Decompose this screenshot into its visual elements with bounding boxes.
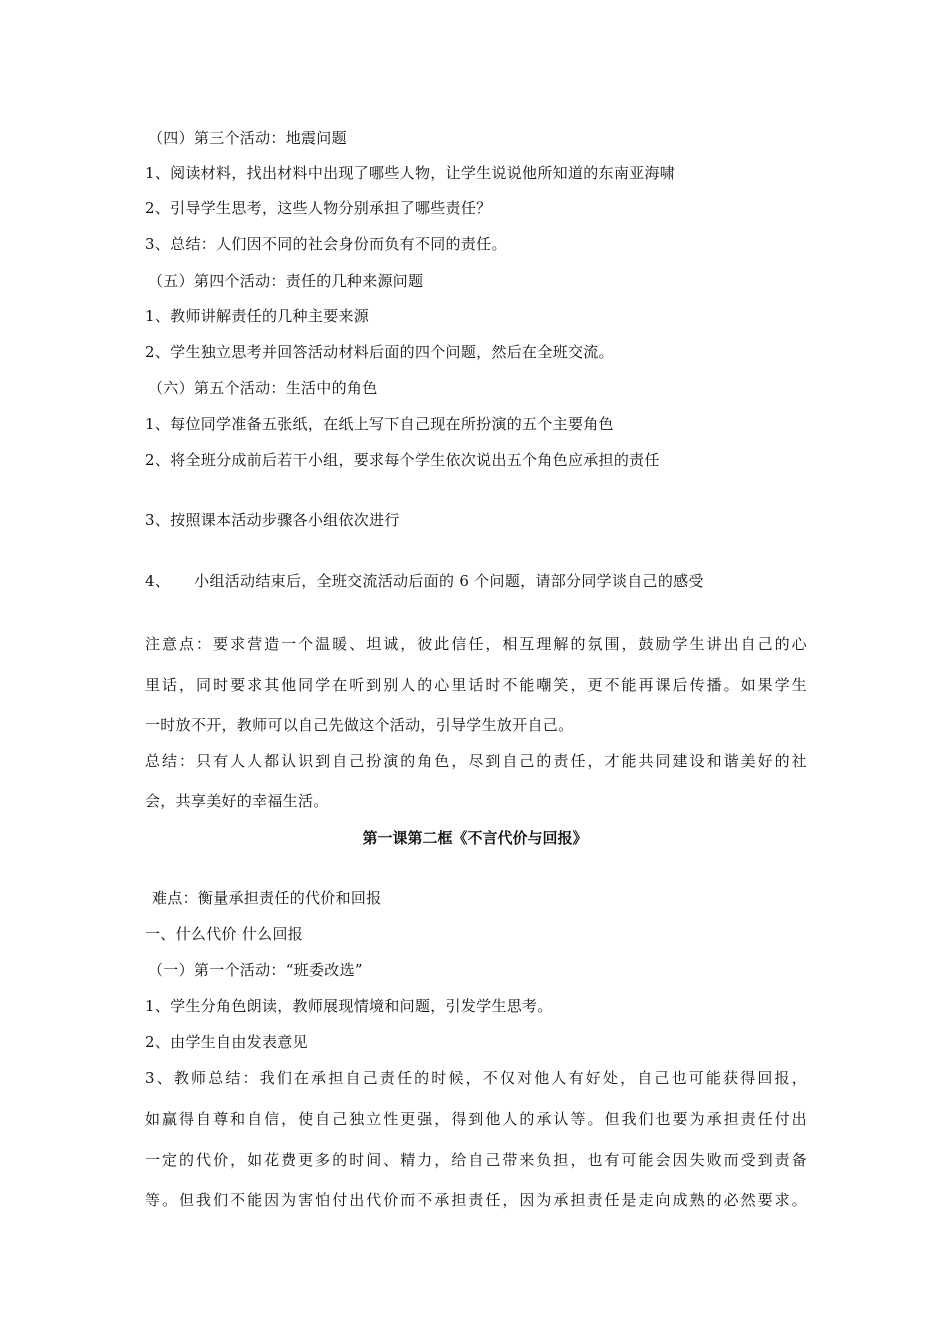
section-six-item-3: 3、按照课本活动步骤各小组依次进行 [145,511,400,529]
section-six-item-4-text: 小组活动结束后，全班交流活动后面的 6 个问题，请部分同学谈自己的感受 [194,572,704,590]
section-six-item-2: 2、将全班分成前后若干小组，要求每个学生依次说出五个角色应承担的责任 [145,451,660,469]
section-six-item-4 [145,571,704,591]
note-line-1: 注意点：要求营造一个温暖、坦诚，彼此信任，相互理解的氛围，鼓励学生讲出自己的心 [145,635,807,653]
lesson-title: 第一课第二框《不言代价与回报》 [362,829,588,847]
summary-line-2: 会，共享美好的幸福生活。 [145,792,329,810]
part-one-item-2: 2、由学生自由发表意见 [145,1033,308,1051]
section-six-heading: （六）第五个活动：生活中的角色 [148,379,378,397]
section-five-item-2: 2、学生独立思考并回答活动材料后面的四个问题，然后在全班交流。 [145,343,614,361]
note-line-3: 一时放不开，教师可以自己先做这个活动，引导学生放开自己。 [145,716,574,734]
activity-one-heading: （一）第一个活动：“班委改选” [148,961,363,979]
note-line-2: 里话，同时要求其他同学在听到别人的心里话时不能嘲笑，更不能再课后传播。如果学生 [145,676,807,694]
conclusion-line-4: 等。但我们不能因为害怕付出代价而不承担责任，因为承担责任是走向成熟的必然要求。 [145,1191,807,1209]
section-four-item-2: 2、引导学生思考，这些人物分别承担了哪些责任？ [145,199,492,217]
section-four-item-3: 3、总结：人们因不同的社会身份而负有不同的责任。 [145,235,507,253]
section-six-item-1: 1、每位同学准备五张纸，在纸上写下自己现在所扮演的五个主要角色 [145,415,614,433]
section-six-item-4-number: 4、 [145,572,171,590]
difficulty-text: 难点：衡量承担责任的代价和回报 [152,889,382,907]
section-five-item-1: 1、教师讲解责任的几种主要来源 [145,307,370,325]
conclusion-line-2: 如赢得自尊和自信，使自己独立性更强，得到他人的承认等。但我们也要为承担责任付出 [145,1110,807,1128]
section-four-heading: （四）第三个活动：地震问题 [148,129,347,147]
part-one-item-1: 1、学生分角色朗读，教师展现情境和问题，引发学生思考。 [145,997,553,1015]
conclusion-line-1: 3、教师总结：我们在承担自己责任的时候，不仅对他人有好处，自己也可能获得回报， [145,1069,807,1087]
section-four-item-1: 1、阅读材料，找出材料中出现了哪些人物，让学生说说他所知道的东南亚海啸 [145,164,676,182]
summary-line-1: 总结：只有人人都认识到自己扮演的角色，尽到自己的责任，才能共同建设和谐美好的社 [145,752,807,770]
conclusion-line-3: 一定的代价，如花费更多的时间、精力，给自己带来负担，也有可能会因失败而受到责备 [145,1151,807,1169]
section-five-heading: （五）第四个活动：责任的几种来源问题 [148,272,424,290]
part-one-heading: 一、什么代价 什么回报 [145,925,304,943]
